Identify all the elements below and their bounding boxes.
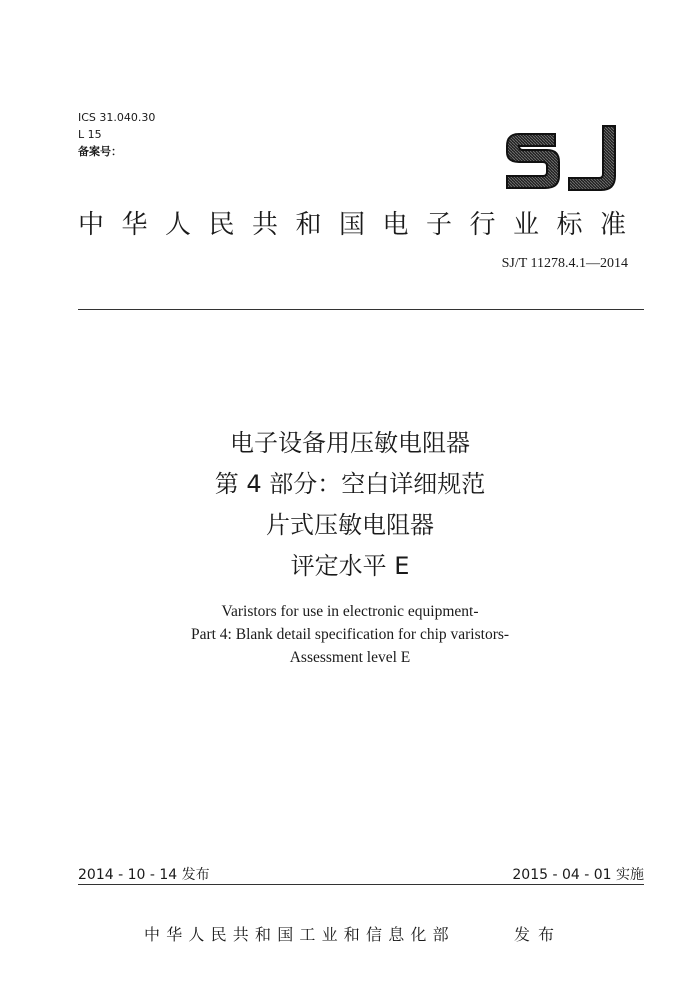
record-number-label: 备案号： [78, 145, 122, 158]
title-en-line-1: Varistors for use in electronic equipment- [221, 603, 479, 620]
publish-label: 发布 [514, 925, 563, 944]
publisher-name: 中华人民共和国工业和信息化部 [144, 925, 455, 944]
ics-code: ICS 31.040.30 [78, 111, 156, 124]
top-divider [78, 309, 644, 310]
title-cn-line-3: 片式压敏电阻器 [266, 511, 434, 539]
title-cn-line-1: 电子设备用压敏电阻器 [230, 429, 470, 457]
bottom-divider [78, 884, 644, 885]
standard-code: SJ/T 11278.4.1—2014 [501, 256, 628, 271]
standard-name: 中华人民共和国电子行业标准 [78, 210, 644, 240]
title-en-line-2: Part 4: Blank detail specification for chip varistors- [190, 626, 510, 643]
issue-date: 2014 - 10 - 14 发布 [78, 867, 210, 883]
sj-logo [503, 124, 619, 198]
implementation-date: 2015 - 04 - 01 实施 [512, 867, 644, 883]
title-en-line-3: Assessment level E [289, 649, 411, 666]
logo-text: SJ [503, 124, 504, 125]
classification-code: L 15 [78, 128, 102, 141]
title-cn-line-2: 第 4 部分：空白详细规范 [214, 470, 486, 498]
title-cn-line-4: 评定水平 E [290, 552, 410, 580]
